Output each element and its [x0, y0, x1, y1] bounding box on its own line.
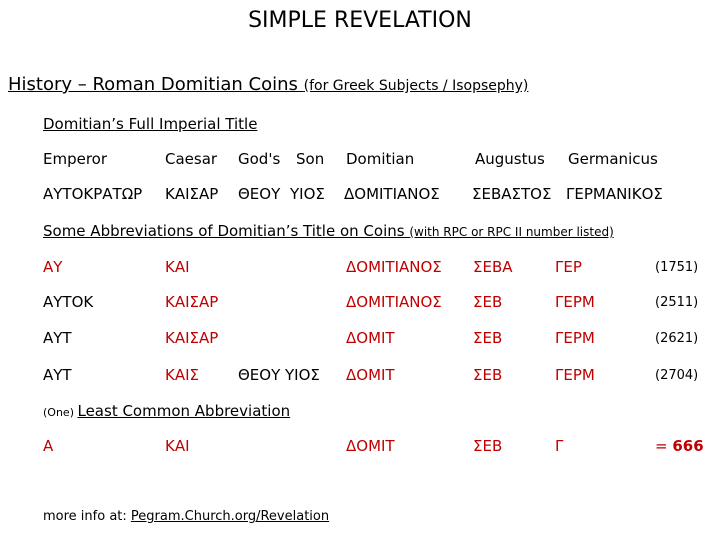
abbrev-cell: ΚΑΙ [165, 258, 190, 276]
abbrev-cell: ΑΥ [43, 258, 63, 276]
abbrev-cell: ΑΥΤ [43, 366, 72, 384]
english-gods: God's [238, 150, 281, 168]
total-number: 666 [672, 437, 704, 455]
footer-text: more info at: [43, 509, 131, 524]
abbrev-cell: ΔΟΜΙΤΙΑΝΟΣ [346, 293, 442, 311]
rpc-number: (2704) [655, 368, 699, 383]
abbrev-cell: ΑΥΤ [43, 329, 72, 347]
greek-domitianos: ΔΟΜΙΤΙΑΝΟΣ [344, 185, 440, 203]
english-germanicus: Germanicus [568, 150, 658, 168]
abbrev-cell: ΑΥΤΟΚ [43, 293, 94, 311]
abbrev-cell: ΔΟΜΙΤ [346, 329, 395, 347]
abbrev-label-text: Some Abbreviations of Domitian’s Title on Coins [43, 222, 410, 240]
greek-autokrator: ΑΥΤΟΚΡΑΤΩΡ [43, 185, 143, 203]
abbrev-cell: ΣΕΒ [473, 293, 503, 311]
greek-theou: ΘΕΟΥ [238, 185, 281, 203]
abbrev-cell: ΣΕΒ [473, 329, 503, 347]
least-prefix: (One) [43, 406, 78, 419]
english-son: Son [296, 150, 325, 168]
abbrev-cell: ΓΕΡ [555, 258, 582, 276]
page-title: SIMPLE REVELATION [248, 8, 472, 33]
least-cell: Α [43, 437, 54, 455]
abbrev-label [43, 222, 614, 240]
equals-sign: = [655, 437, 673, 455]
abbrev-cell: ΚΑΙΣ [165, 366, 199, 384]
greek-germanikos: ΓΕΡΜΑΝΙΚΟΣ [566, 185, 663, 203]
least-cell: ΔΟΜΙΤ [346, 437, 395, 455]
rpc-number: (2511) [655, 295, 699, 310]
footer [43, 509, 329, 524]
abbrev-cell: ΘΕΟΥ ΥΙΟΣ [238, 366, 320, 384]
abbrev-cell: ΣΕΒ [473, 366, 503, 384]
abbrev-cell: ΔΟΜΙΤΙΑΝΟΣ [346, 258, 442, 276]
least-label: Least Common Abbreviation [77, 402, 291, 420]
english-domitian: Domitian [346, 150, 415, 168]
abbrev-cell: ΓΕΡΜ [555, 293, 595, 311]
abbrev-cell: ΚΑΙΣΑΡ [165, 293, 219, 311]
full-title-label: Domitian’s Full Imperial Title [43, 115, 258, 133]
least-cell: Γ [555, 437, 564, 455]
total-value [655, 437, 704, 455]
greek-kaisar: ΚΑΙΣΑΡ [165, 185, 219, 203]
rpc-number: (1751) [655, 260, 699, 275]
heading-main: History – Roman Domitian Coins [8, 74, 304, 95]
abbrev-cell: ΓΕΡΜ [555, 329, 595, 347]
least-cell: ΣΕΒ [473, 437, 503, 455]
english-emperor: Emperor [43, 150, 108, 168]
abbrev-cell: ΚΑΙΣΑΡ [165, 329, 219, 347]
english-augustus: Augustus [475, 150, 545, 168]
abbrev-note: (with RPC or RPC II number listed) [409, 225, 614, 239]
abbrev-cell: ΓΕΡΜ [555, 366, 595, 384]
heading-sub: (for Greek Subjects / Isopsephy) [303, 78, 529, 94]
english-caesar: Caesar [165, 150, 218, 168]
greek-uios: ΥΙΟΣ [290, 185, 325, 203]
section-heading [8, 74, 528, 95]
least-common-label [43, 402, 290, 420]
greek-sebastos: ΣΕΒΑΣΤΟΣ [472, 185, 552, 203]
abbrev-cell: ΔΟΜΙΤ [346, 366, 395, 384]
rpc-number: (2621) [655, 331, 699, 346]
footer-link[interactable]: Pegram.Church.org/Revelation [130, 509, 330, 524]
least-cell: ΚΑΙ [165, 437, 190, 455]
abbrev-cell: ΣΕΒΑ [473, 258, 513, 276]
